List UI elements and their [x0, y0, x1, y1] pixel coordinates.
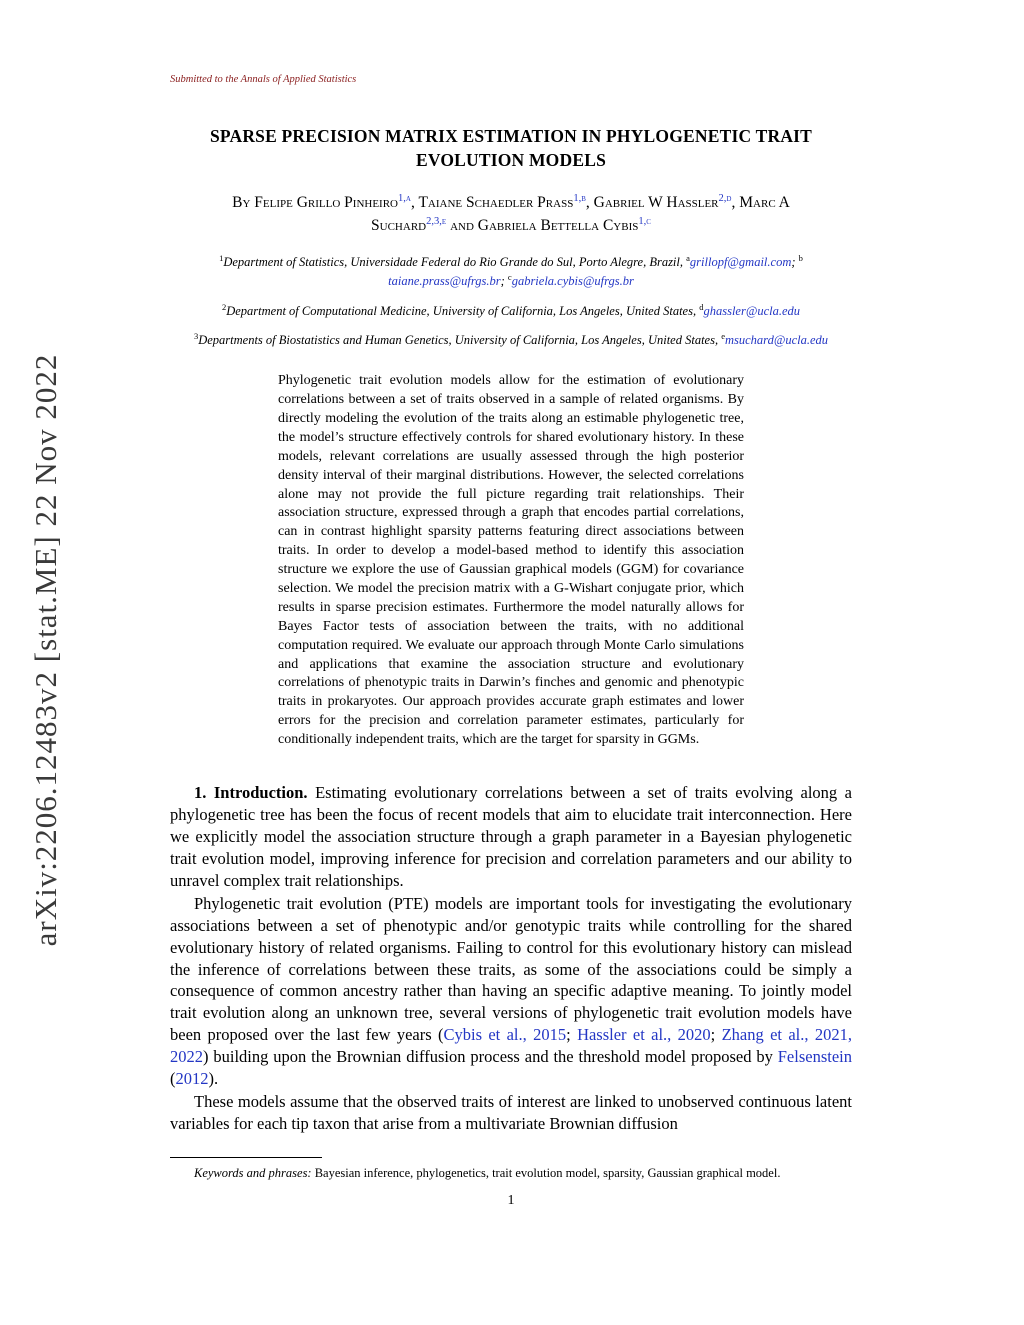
- superscript: b: [798, 253, 803, 264]
- citation-link[interactable]: 2,d: [718, 193, 732, 205]
- text-segment: By Felipe Grillo Pinheiro: [232, 194, 399, 212]
- text-segment: Department of Statistics, Universidade Federal do Rio Grande do Sul, Porto Alegre, Brazil,: [223, 255, 687, 270]
- introduction-section: [170, 782, 852, 1135]
- keywords-text: [170, 1165, 852, 1183]
- intro-paragraph-1: [170, 782, 852, 892]
- footnote-rule: [170, 1157, 322, 1158]
- text-segment: , Taiane Schaedler Prass: [410, 194, 574, 212]
- arxiv-watermark: arXiv:2206.12483v2 [stat.ME] 22 Nov 2022: [28, 353, 63, 947]
- affiliation-2: [170, 302, 852, 321]
- email-link[interactable]: gabriela.cybis@ufrgs.br: [511, 273, 634, 288]
- superscript: e: [721, 331, 725, 342]
- text-segment: Bayesian inference, phylogenetics, trait evolution model, sparsity, Gaussian graphical model.: [314, 1166, 781, 1180]
- text-segment: ).: [208, 1069, 219, 1089]
- submitted-note: Submitted to the Annals of Applied Statistics: [170, 74, 357, 85]
- affiliation-3: [170, 331, 852, 350]
- text-segment: and Gabriela Bettella Cybis: [446, 216, 639, 234]
- text-segment: , Marc A Suchard: [371, 194, 790, 234]
- email-link[interactable]: taiane.prass@ufrgs.br: [388, 273, 501, 288]
- intro-paragraph-2: [170, 893, 852, 1090]
- text-segment: Estimating evolutionary correlations between a set of traits evolving along a phylogenetic tree has been the focus of recent models that aim to elucidate trait interconnection. Here we explicitly model the association structure through a graph parameter in a Bayesian phylogenetic trait evolution model, improving inference for precision and correlation parameters and our ability to unravel complex trait relationships.: [170, 783, 852, 890]
- superscript: a: [686, 253, 690, 264]
- superscript: 2: [221, 301, 227, 312]
- affiliation-1: [170, 253, 852, 291]
- text-segment: Keywords and phrases:: [194, 1166, 315, 1180]
- text-segment: Phylogenetic trait evolution (PTE) models are important tools for investigating the evolutionary associations between a set of phenotypic and/or genotypic traits while controlling for the shared evolutionary history of related organisms. Failing to control for this evolutionary history can mislead the inference of correlations between these traits, as some of the associations could be simply a consequence of common ancestry rather than having an specific adaptive meaning. To jointly model trait evolution along an unknown tree, several versions of phylogenetic trait evolution models have been proposed over the last few years (: [170, 893, 852, 1045]
- text-segment: 1. Introduction.: [194, 783, 308, 802]
- text-segment: ;: [791, 255, 799, 270]
- superscript: c: [507, 271, 512, 282]
- text-segment: , Gabriel W Hassler: [585, 194, 719, 212]
- keywords-footnote: [170, 1157, 852, 1183]
- page-number: 1: [507, 1192, 515, 1208]
- superscript: 1: [219, 253, 224, 264]
- citation-link[interactable]: Felsenstein: [777, 1047, 852, 1067]
- text-segment: These models assume that the observed traits of interest are linked to unobserved continuous latent variables for each tip taxon that arise from a multivariate Brownian diffusion: [170, 1092, 852, 1134]
- superscript: 3: [193, 331, 199, 342]
- author-line: [170, 192, 852, 237]
- email-link[interactable]: grillopf@gmail.com: [689, 255, 792, 270]
- citation-link[interactable]: 1,c: [638, 215, 651, 227]
- citation-link[interactable]: 1,a: [398, 193, 411, 205]
- intro-paragraph-3: [170, 1091, 852, 1135]
- text-segment: (: [170, 1069, 176, 1089]
- text-segment: ;: [500, 273, 508, 288]
- text-segment: Departments of Biostatistics and Human Genetics, University of California, Los Angeles, United States,: [198, 333, 722, 348]
- text-segment: Department of Computational Medicine, University of California, Los Angeles, United States,: [226, 303, 700, 318]
- citation-link[interactable]: 1,b: [573, 193, 586, 205]
- citation-link[interactable]: Hassler et al., 2020: [577, 1025, 711, 1045]
- text-segment: ;: [566, 1025, 578, 1045]
- citation-link[interactable]: Zhang et al., 2021, 2022: [170, 1025, 852, 1067]
- text-segment: ) building upon the Brownian diffusion process and the threshold model proposed by: [203, 1047, 778, 1067]
- text-segment: ;: [710, 1025, 722, 1045]
- content-column: [170, 74, 852, 1209]
- citation-link[interactable]: 2012: [175, 1069, 209, 1089]
- citation-link[interactable]: Cybis et al., 2015: [443, 1025, 567, 1045]
- paper-title: SPARSE PRECISION MATRIX ESTIMATION IN PHYLOGENETIC TRAIT EVOLUTION MODELS: [209, 126, 813, 170]
- email-link[interactable]: ghassler@ucla.edu: [703, 303, 801, 318]
- superscript: d: [699, 301, 704, 312]
- citation-link[interactable]: 2,3,e: [426, 215, 447, 227]
- email-link[interactable]: msuchard@ucla.edu: [724, 333, 829, 348]
- abstract: Phylogenetic trait evolution models allow for the estimation of evolutionary correlations between a set of traits observed in a sample of related organisms. By directly modeling the evolution of the traits along an estimable phylogenetic tree, the model’s structure effectively controls for shared evolutionary history. In these models, relevant correlations are usually assessed through the high posterior density interval of their marginal distributions. However, the selected correlations alone may not provide the full picture regarding trait relationships. Their association structure, expressed through a graph that encodes partial correlations, can in contrast highlight sparsity patterns featuring direct associations between traits. In order to develop a model-based method to identify this association structure we explore the use of Gaussian graphical models (GGM) for covariance selection. We model the precision matrix with a G-Wishart conjugate prior, which results in sparse precision estimates. Furthermore the model naturally allows for Bayes Factor tests of association between the traits, with no additional computation required. We evaluate our approach through Monte Carlo simulations and applications that examine the association structure and evolutionary correlations of phenotypic traits in Darwin’s finches and genomic and phenotypic traits in prokaryotes. Our approach provides accurate graph estimates and lower errors for the precision and correlation parameter estimates, particularly for conditionally independent traits, which are the target for sparsity in GGMs.: [278, 373, 744, 748]
